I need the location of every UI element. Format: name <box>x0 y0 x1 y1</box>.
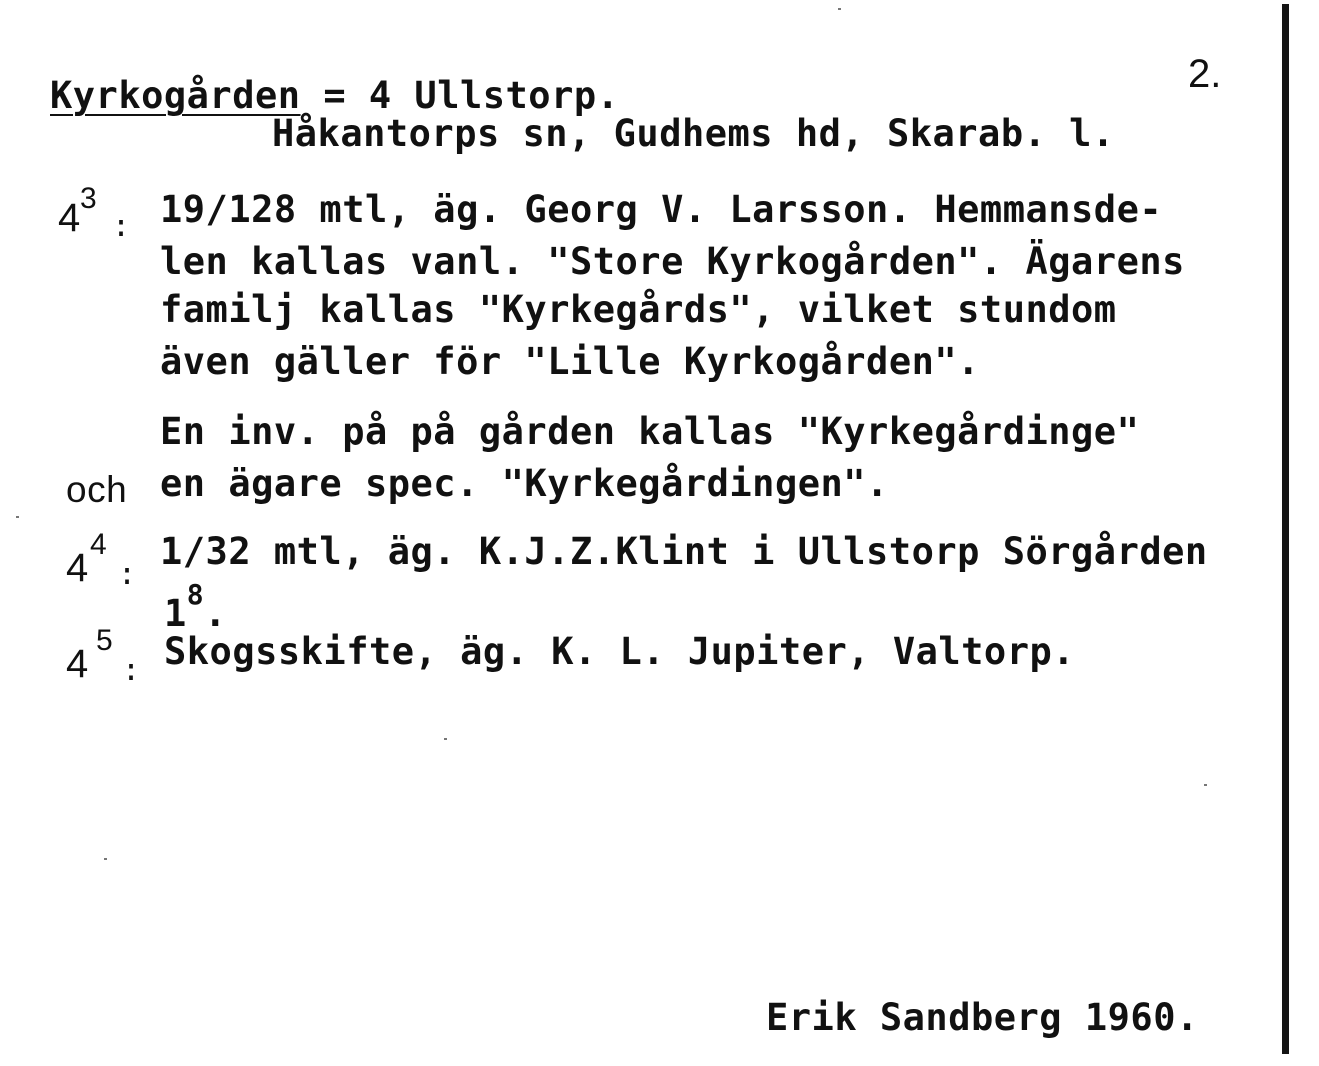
signature: Erik Sandberg 1960. <box>766 996 1199 1039</box>
fraction-sup: 8 <box>186 578 205 611</box>
entry-number-sup: 5 <box>96 624 113 657</box>
note-line: En inv. på på gården kallas "Kyrkegårdinge" <box>160 410 1140 453</box>
parish-location: Håkantorps sn, Gudhems hd, Skarab. l. <box>272 112 1115 155</box>
entry-colon: : <box>112 209 131 244</box>
entry-number-base: 4 <box>66 546 89 590</box>
scan-speck <box>444 738 447 740</box>
fraction-end: . <box>204 592 227 635</box>
note-line: en ägare spec. "Kyrkegårdingen". <box>160 462 889 505</box>
entry-colon: : <box>118 557 137 592</box>
entry-line: familj kallas "Kyrkegårds", vilket stundom <box>160 288 1117 331</box>
entry-line: Skogsskifte, äg. K. L. Jupiter, Valtorp. <box>164 630 1076 673</box>
note-prefix: och <box>66 469 128 510</box>
entry-colon: : <box>122 653 141 688</box>
card-edge-border <box>1282 4 1289 1054</box>
entry-number-sup: 3 <box>80 182 97 215</box>
scan-speck <box>104 858 107 860</box>
entry-number-sup: 4 <box>90 528 107 561</box>
place-name: Kyrkogården <box>50 74 301 117</box>
entry-number-base: 4 <box>66 642 89 686</box>
scan-speck <box>1204 784 1207 786</box>
scan-speck <box>16 516 19 518</box>
entry-number-base: 4 <box>58 196 81 240</box>
entry-line: 1/32 mtl, äg. K.J.Z.Klint i Ullstorp Sörgården <box>160 530 1208 573</box>
card-number: 2. <box>1188 52 1222 96</box>
scan-speck <box>838 8 841 10</box>
fraction-number: 1 <box>164 592 187 635</box>
entry-line: len kallas vanl. "Store Kyrkogården". Ägarens <box>160 240 1185 283</box>
place-name-identification: = 4 Ullstorp. <box>300 74 620 117</box>
entry-line: 19/128 mtl, äg. Georg V. Larsson. Hemmansde- <box>160 188 1163 231</box>
entry-line: även gäller för "Lille Kyrkogården". <box>160 340 980 383</box>
